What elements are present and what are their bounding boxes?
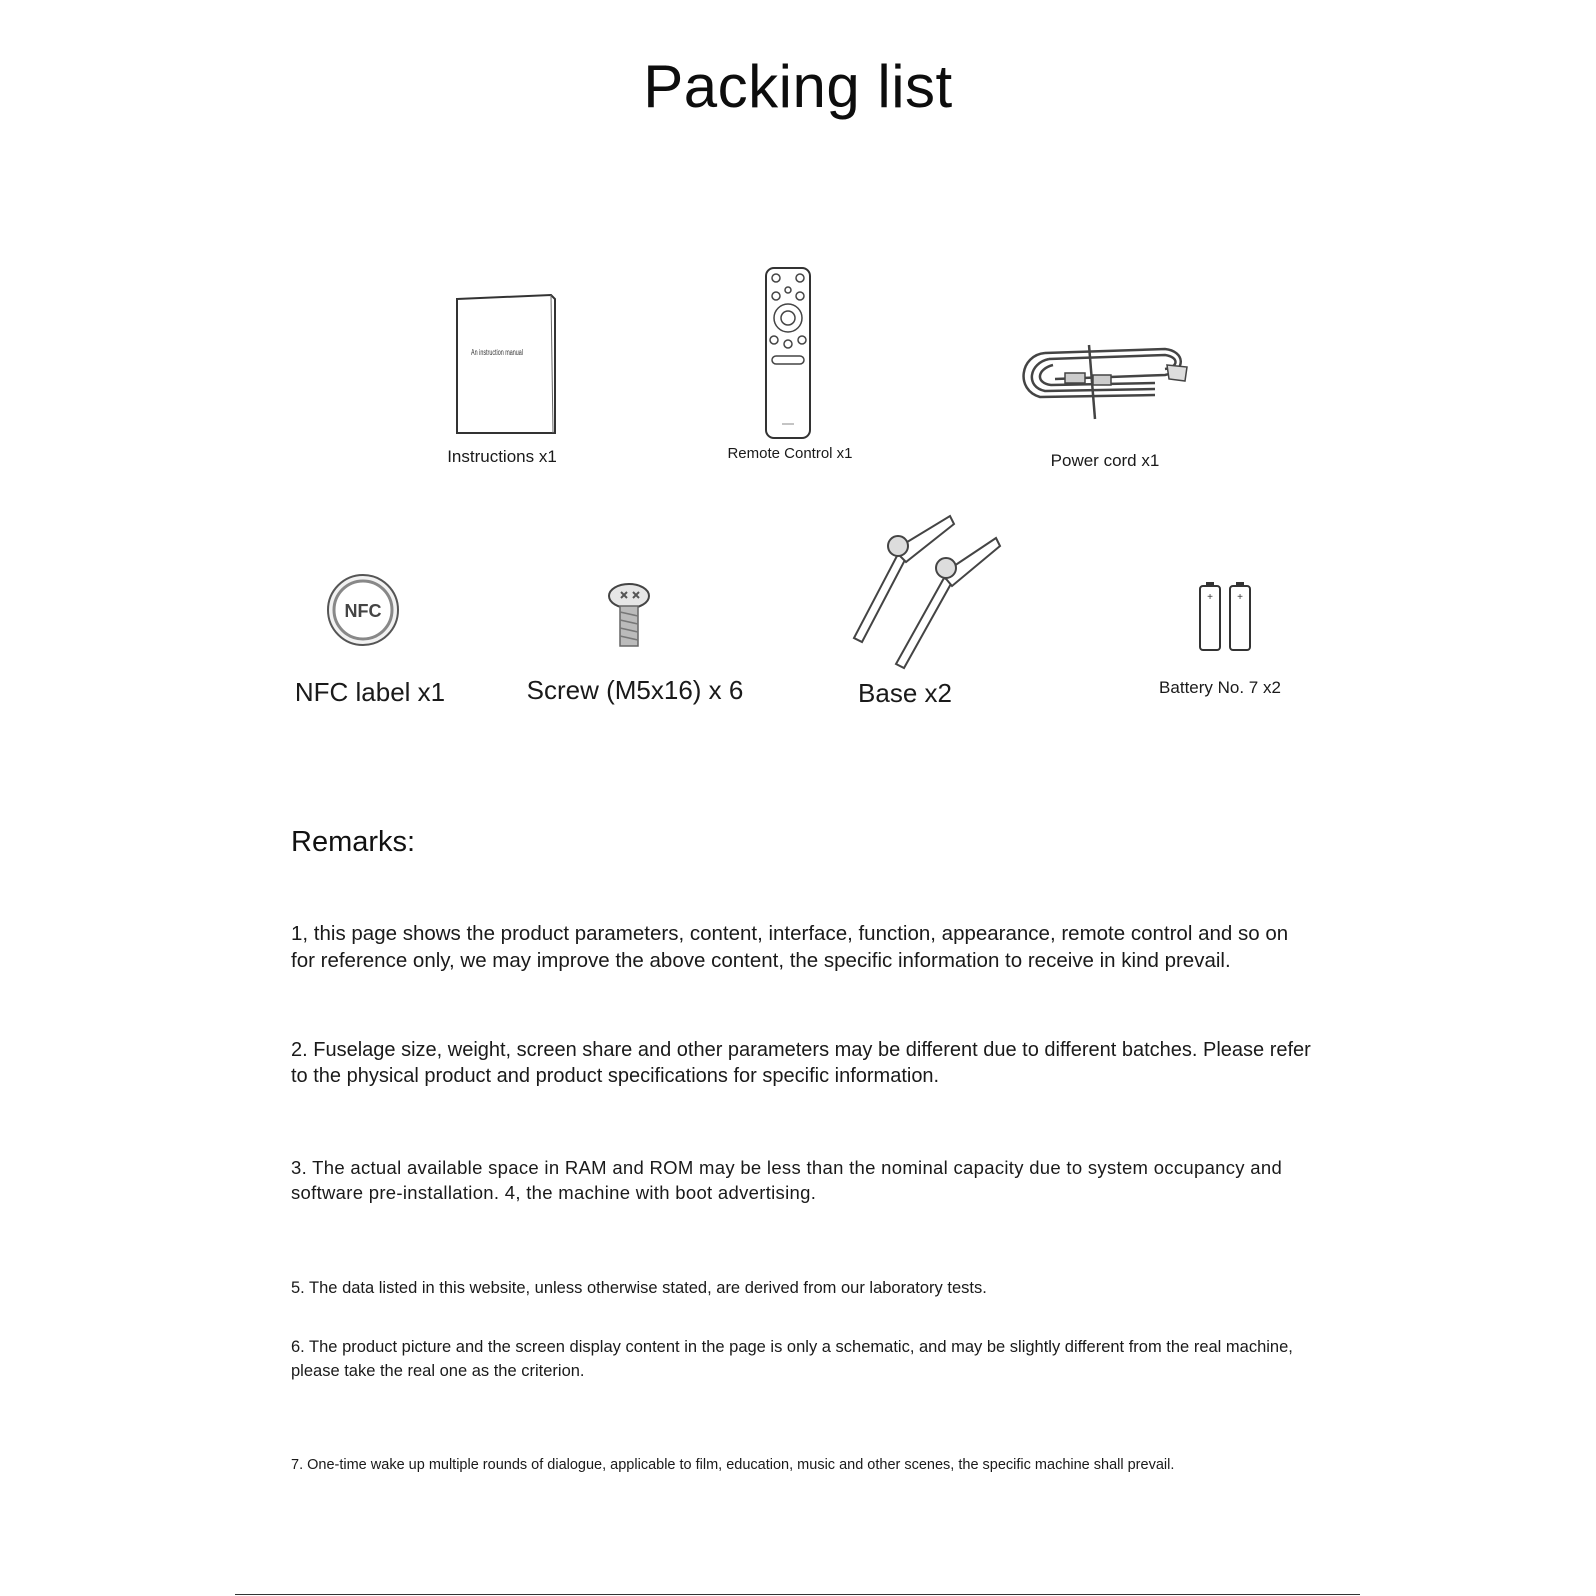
base-stand-icon bbox=[850, 510, 1010, 670]
remarks-heading: Remarks: bbox=[291, 826, 416, 858]
power-cord-label: Power cord x1 bbox=[1050, 451, 1160, 470]
remark-item: 2. Fuselage size, weight, screen share and other parameters may be different due to different batches. Please refer to the physical product and product specifications for specific information. bbox=[291, 1039, 1311, 1087]
remote-control-label: Remote Control x1 bbox=[727, 445, 853, 462]
svg-text:+: + bbox=[1207, 592, 1213, 603]
remark-item: 7. One-time wake up multiple rounds of dialogue, applicable to film, education, music and other scenes, the specific machine shall prevail. bbox=[291, 1457, 1175, 1473]
nfc-badge-text: NFC bbox=[344, 601, 382, 621]
remark-item: 6. The product picture and the screen display content in the page is only a schematic, and may be slightly different from the real machine, please take the real one as the criterion. bbox=[291, 1338, 1293, 1380]
remark-item: 3. The actual available space in RAM and ROM may be less than the nominal capacity due to system occupancy and software pre-installation. 4, the machine with boot advertising. bbox=[291, 1157, 1283, 1203]
power-cord-icon bbox=[1015, 345, 1195, 425]
bottom-divider bbox=[235, 1594, 1360, 1595]
screw-icon bbox=[607, 582, 651, 648]
base-label: Base x2 bbox=[858, 678, 952, 708]
nfc-label-icon bbox=[326, 573, 400, 647]
page-title: Packing list bbox=[643, 53, 953, 120]
remote-control-icon bbox=[764, 266, 812, 440]
svg-text:+: + bbox=[1237, 592, 1243, 603]
instructions-label: Instructions x1 bbox=[447, 447, 557, 466]
battery-label: Battery No. 7 x2 bbox=[1159, 678, 1281, 697]
battery-icon bbox=[1198, 582, 1254, 652]
screw-label: Screw (M5x16) x 6 bbox=[526, 675, 744, 705]
remark-item: 1, this page shows the product parameters, content, interface, function, appearance, remote control and so on for reference only, we may improve the above content, the specific information to receive in kind prevail. bbox=[291, 922, 1289, 972]
manual-cover-text: An instruction manual bbox=[471, 348, 524, 357]
remark-item: 5. The data listed in this website, unless otherwise stated, are derived from our laboratory tests. bbox=[291, 1279, 987, 1297]
nfc-label-caption: NFC label x1 bbox=[294, 677, 446, 707]
instruction-manual-icon bbox=[455, 293, 559, 437]
